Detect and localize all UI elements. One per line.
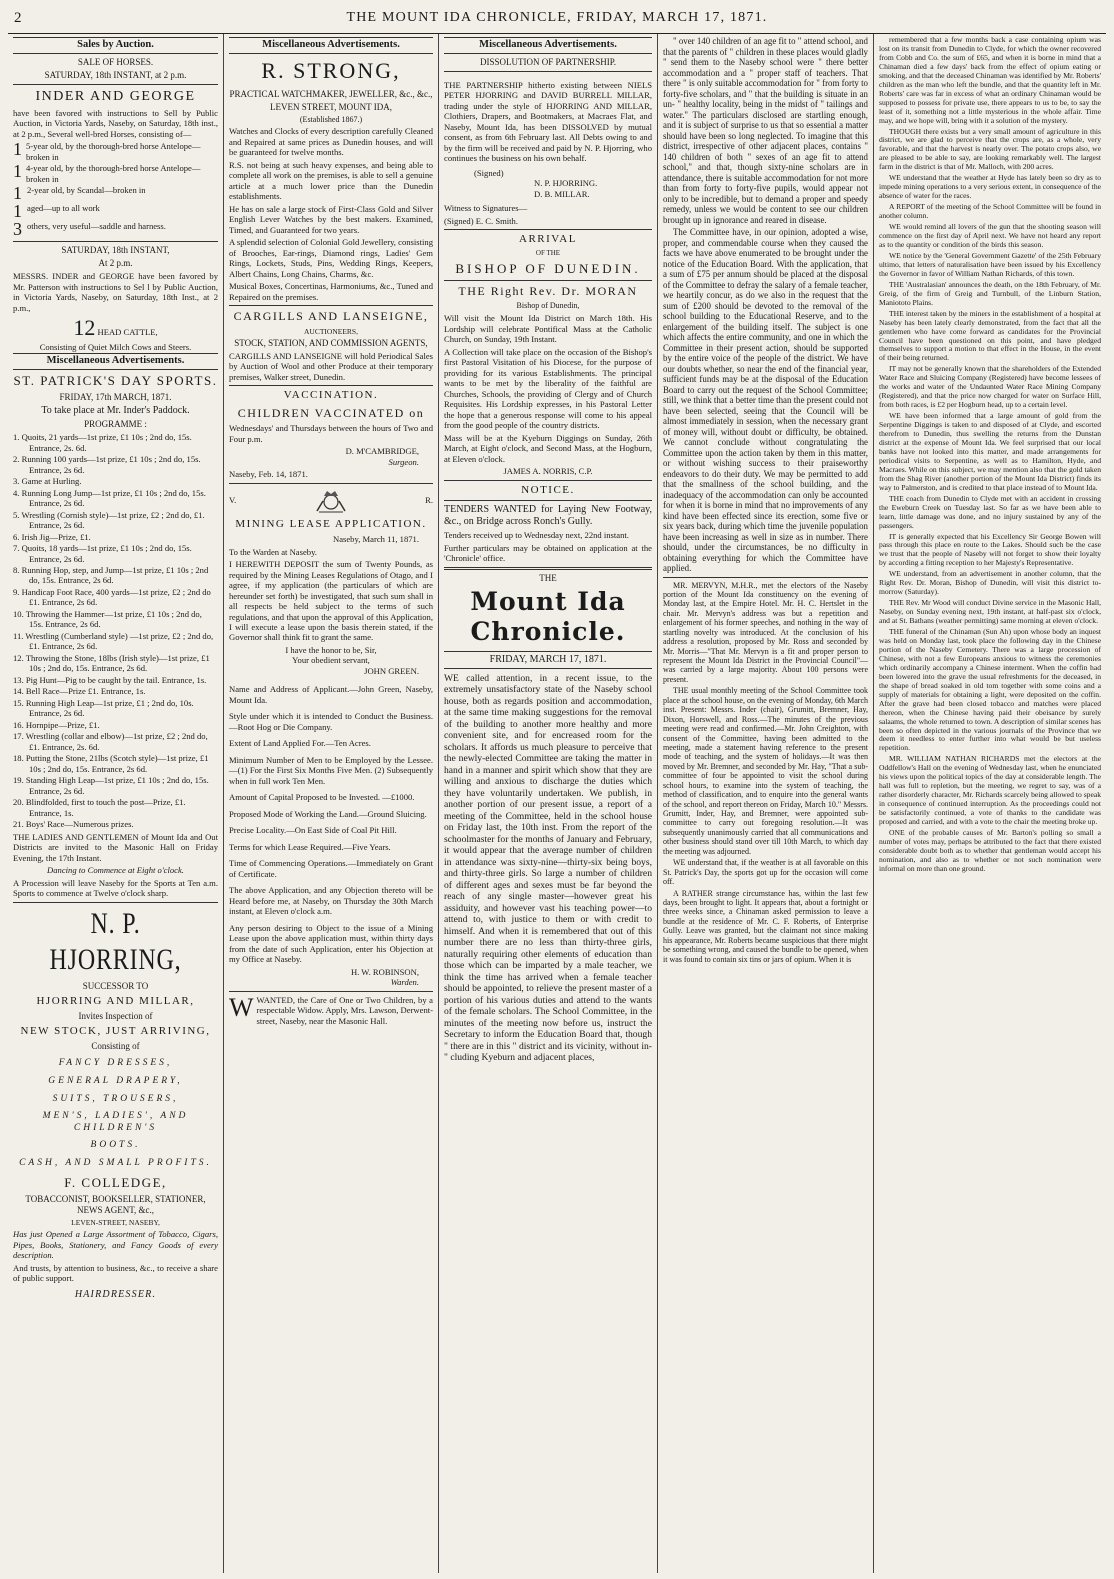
editorial: WE called attention, in a recent issue, to the extremely unsatisfactory state of the Naseby school house, both as regards position and accommodation, at the same time making suggestions for the removal of the building to another more healthy and more convenient site, and for encreased room for the scholars. It affords us much pleasure to perceive that the newly-elected Committee are taking the matter in hand in a manner and spirit which show that they are willing and anxious to discharge the duties which they have voluntarily undertaken. We publish, in another portion of our present issue, a report of a meeting of the Committee, held in the school house on Friday last, the 10th inst. From the report of the schoolmaster for the months of January and February, it would appear that the average number of children in attendance was sixty-nine—thirty-six being boys, and thirty-three girls. So large a number of children of different ages and sexes must be far beyond the reach of any single master—however great his assiduity, and however vast his teaching power—to attend to, with justice to them or with credit to himself. And when it is remembered that out of this number there are no less than thirty-three girls, naturally requiring other elements of education than those which can be imparted by a male teacher, we think the time has arrived when a female teacher should be appointed, to relieve the present master of a portion of his various duties and attend to the wants of the female scholars. The School Committee, in the minutes of the meeting now before us, instruct the Secretary to inform the Education Board that, though " there are in this " district and its vicinity, without in- " cluding Kyeburn and adjacent places, [444,672,652,1064]
ad-body: To the Warden at Naseby. [229,546,317,557]
ad-subtitle: Bishop of Dunedin, [516,301,580,311]
ad-heading: R. STRONG, [261,57,401,83]
ad-field: The above Application, and any Objection thereto will be Heard before me, at Naseby, on Thursday the 30th March instant, at Eleven o'clock a.m. [229,885,433,917]
ad-heading: NOTICE. [521,483,575,496]
ad-body: MESSRS. INDER and GEORGE have been favored by Mr. Patterson with instructions to Sel l by Public Auction, in Victoria Yards, Naseby, on Saturday, 18th Inst., at 2 p.m., [13,271,218,313]
list-item: 1 2-year old, by Scandal—broken in [13,183,146,204]
ad-subtitle: TOBACCONIST, BOOKSELLER, STATIONER, NEWS AGENT, &c., [25,1194,206,1216]
list-item: 1 aged—up to all work [13,201,100,222]
news-item: WE would remind all lovers of the gun that the shooting season will commence on the first day of April next. We have not heard any report as to the quantity or condition of the birds this season. [879,222,1101,249]
list-item: 9. Handicap Foot Race, 400 yards—1st prize, £2 ; 2nd do £1. Entrance, 2s 6d. [13,586,211,608]
programme-list [13,432,218,829]
news-item: THE interest taken by the miners in the establishment of a hospital at Naseby has been lately clearly demonstrated, from the fact that all the gentlemen who have come forward as candidates for the Provincial Council have been questioned on this point, and have pledged themselves to support a motion to that effect in the House, in the event of their being returned. [879,308,1101,363]
article-paragraph: The Committee have, in our opinion, adopted a wise, proper, and commendable course when they caused the facts we have above enumerated to be brought under the notice of the Education Board. With the application, that a sum of £75 per annum should be placed at the disposal of the Committee to defray the salary of a female teacher, we heartily concur, as do we also in the request that the sum of £200 should be devoted to the removal of the school building to the Educational Reserve, and to the enlargement of the building itself. The subject is one which affects the entire community, and one in which the Committee in their present action, should be supported by the entire voice of the people of the district. We have our doubts whether, so near the end of the financial year, sufficient funds may be at the disposal of the Education Board to carry out the request of the School Committee; still, we think that a better time than the present could not have been selected, seeing that the Council will be almost immediately in session, when the necessary grant of money will, without doubt or difficulty, be obtained. We cannot conclude without congratulating the Committee upon the action taken by them in this matter, or without wishing success to their praiseworthy endeavors to do their duty. We may be permitted to add that the smallness of the school building, and the inadequacy of the accommodation can only be accounted for when it is borne in mind that no improvements of any kind have been effected since its erection, some five or six years back, during which time the juvenile population have been increasing as well in size as in number. There should, under the circumstances, be no difficulty in obtaining everything for which the Committee have applied. [663,227,868,573]
ad-field: Time of Commencing Operations.—Immediately on Grant of Certificate. [229,858,433,879]
ad-body: Further particulars may be obtained on application at the 'Chronicle' office. [444,542,652,564]
ad-subtitle: STOCK, STATION, AND COMMISSION AGENTS, [234,337,428,348]
ad-field: Amount of Capital Proposed to be Invested. —£1000. [229,792,415,803]
ad-body: I HEREWITH DEPOSIT the sum of Twenty Pounds, as required by the Mining Leases Regulations of Otago, and I agree, if my application (the particulars of which are hereunder set forth) be investigated, that such sum shall in all respects be held subject to the terms of such regulations, and that upon the approval of this Application, I will execute a lease upon the basis therein stated, if the Governor shall think fit to grant the same. [229,559,433,643]
list-item: 7. Quoits, 18 yards—1st prize, £1 10s ; 2nd do, 15s. Entrance, 2s 6d. [13,543,192,564]
paper-nameplate: Mount Ida Chronicle. [470,586,626,647]
news-item: WE understand that, if the weather is at all favorable on this St. Patrick's Day, the sports got up for the occasion will come off. [663,858,868,887]
ad-field: Precise Locality.—On East Side of Coal Pit Hill. [229,825,397,836]
ad-body: He has on sale a large stock of First-Class Gold and Silver English Lever Watches by the best makers. Examined, Timed, and Guaranteed for two years. [229,203,433,235]
ad-line: CASH, AND SMALL PROFITS. [19,1157,212,1168]
news-item: WE understand, from an advertisement in another column, that the Right Rev. Dr. Moran, Bishop of Dunedin, will visit this district to-morrow (Saturday). [879,569,1101,597]
ad-subtitle: (Established 1867.) [299,114,363,124]
signature-role: Warden. [390,977,419,988]
ad-heading: VACCINATION. [283,389,379,402]
ad-field: Extent of Land Applied For.—Ten Acres. [229,738,371,749]
ad-heading: CHILDREN VACCINATED on [237,405,425,420]
list-item: 18. Putting the Stone, 21lbs (Scotch style)—1st prize, £1 10s ; 2nd do, 15s. Entrance, 2s 6d. [13,753,209,774]
column-3 [439,34,658,1573]
list-item: 5. Wrestling (Cornish style)—1st prize, £2 ; 2nd do, £1. Entrance, 2s 6d. [13,509,205,531]
news-item: MR. MERVYN, M.H.R., met the electors of the Naseby portion of the Mount Ida constituency on the evening of Monday last, at the Empire Hotel. Mr. H. C. Hertslet in the chair. Mr. Mervyn's address was but a repetition and enlargement of his former speeches, and nothing in the way of startling novelty was introduced. At the conclusion of his address a resolution, proposed by Mr. Ross and seconded by Mr. Morris—"That Mr. Mervyn is a fit and proper person to represent the Mount Ida District in the Provincial Council"—was carried by a large majority. About 100 persons were present. [663,580,868,684]
royal-crest-row: V. R. [229,487,433,515]
masthead [8,4,1106,34]
ad-body: Tenders received up to Wednesday next, 22nd instant. [444,530,629,541]
list-item: 3. Game at Hurling. [13,476,82,487]
list-item: 1 5-year old, by the thorough-bred horse Antelope—broken in [13,139,201,162]
ad-body: Has just Opened a Large Assortment of Tobacco, Cigars, Pipes, Books, Stationery, and Fancy Goods of every description. [13,1229,218,1261]
news-item: THE funeral of the Chinaman (Sun Ah) upon whose body an inquest was held on Monday last, took place the following day in the Chinese portion of the Naseby Cemetery. There was a large procession of Chinese, with not a few Europeans anxious to witness the ceremonies which ordinarily accompany a Chinese interment. When the coffin had been lowered into the grave the usual refreshments for the deceased, in the shape of bread soaked in old tom together with some coins and a supply of materials for obtaining a light, were deposited on the coffin. After the grave had been closed tobacco and matches were placed thereon, when the Chinese having paid their obeisance by surely salaams, the whole returned to town. A description of similar scenes has been so often depicted in the various journals of the Province that we deem it needless to enter further into what would be but useless repetition. [879,627,1101,753]
columns [8,34,1106,1573]
ad-subtitle: PROGRAMME : [84,419,147,430]
ad-note: Dancing to Commence at Eight o'clock. [47,865,184,876]
ad-body: And trusts, by attention to business, &c., to receive a share of public support. [13,1262,218,1284]
news-item: THE Rev. Mr Wood will conduct Divine service in the Masonic Hall, Naseby, on Sunday evening next, 19th instant, at half-past six o'clock, and at St. Bathans (weather permitting) same morning at eleven o'clock. [879,598,1101,626]
signature: JOHN GREEN. [364,665,419,676]
list-item: 3 others, very useful—saddle and harness. [13,219,166,240]
ad-heading: CARGILLS AND LANSEIGNE, [233,309,429,324]
ad-field: Name and Address of Applicant.—John Green, Naseby, Mount Ida. [229,684,433,705]
news-item: WE have been informed that a large amount of gold from the Serpentine Diggings is taken to and disposed of at Clyde, and escorted therefrom to Dunedin, thus swelling the returns from the Dunstan district at the expense of Mount Ida. We feel surprised that our local banks have not looked into this matter, and made arrangements for periodical visits to Serpentine, as well as to Hamilton, Hyde, and Macraes. While on this subject, we may mention also that the gold taken from the Shag River (another portion of the Mount Ida District) finds its way to Palmerston, and is credited to that place instead of to Mount Ida. [879,411,1101,492]
ad-line: SUITS, TROUSERS, [52,1093,179,1104]
ad-body: A Procession will leave Naseby for the Sports at Ten a.m. Sports to commence at Twelve o'clock sharp. [13,877,218,899]
news-item: ONE of the probable causes of Mr. Barton's polling so small a number of votes may, perhaps be attributed to the fact that there existed considerable doubt both as to whether that gentleman would accept his nomination, and also as to whether or not such nomination were informal on more than one ground. [879,828,1101,873]
news-item: WE notice by the 'General Government Gazette' of the 25th February ultimo, that letters of naturalisation have been issued by his Excellency the Governor in favor of William Nathan Richards, of this town. [879,250,1101,278]
ad-heading: THE Right Rev. Dr. MORAN [458,283,638,298]
paper-nameplate-the: THE [539,572,557,583]
masthead-title: THE MOUNT IDA CHRONICLE, FRIDAY, MARCH 17, 1871. [346,10,768,25]
list-item: 2. Running 100 yards—1st prize, £1 10s ; 2nd do, 15s. Entrance, 2s 6d. [13,454,201,475]
ad-line: BOOTS. [90,1140,141,1151]
ad-heading: DISSOLUTION OF PARTNERSHIP. [480,56,616,67]
ad-body: CARGILLS AND LANSEIGNE will hold Periodical Sales by Auction of Wool and other Produce at their temporary premises, Walker street, Dunedin. [229,350,433,382]
crest-icon [313,487,349,515]
news-item: A RATHER strange circumstance has, within the last few days, been brought to light. It appears that, about a fortnight or three weeks since, a Chinaman asked permission to leave a bundle at the residence of Mr. C. F. Roberts, of Enterprise Gully. Leave was granted, but the claimant not since making his appearance, Mr. Roberts became suspicious that there might be something wrong, and caused the bundle to be opened, when it was found to contain six tins or jars of opium. When it is [663,888,868,964]
ad-subtitle: OF THE [535,249,561,258]
section-heading: Miscellaneous Advertisements. [444,37,652,54]
column-4 [658,34,874,1573]
ad-heading: F. COLLEDGE, [64,1175,167,1191]
ad-body: A Collection will take place on the occasion of the Bishop's first Pastoral Visitation of his Diocese, for the purpose of providing for its various Establishments. The principal wants to be met by the liberality of the faithful are Churches, Schools, the providing of Clergy and of Church Requisites. His Lordship expresses, in his Pastoral Letter the hope that a generous response will come to his appeal from the good people of the country districts. [444,346,652,431]
ad-body: Consisting of Quiet Milch Cows and Steers. [39,341,192,352]
ad-date: SATURDAY, 18th INSTANT, at 2 p.m. [44,69,187,80]
news-item: THE usual monthly meeting of the School Committee took place at the school house, on the evening of Monday, 6th March inst. Present: Messrs. Inder (chair), Grumitt, Bremner, Hay, Dixon, Horswell, and Ross.—The minutes of the previous meeting were read and confirmed.—Mr. John Creighton, with consent of the Committee, having been admitted to the meeting, made a statement having reference to the present mode of teaching, and the system of holidays.—It was then moved by Mr. Bremner, and seconded by Mr. Hay, "That a sub-committee of four be appointed to visit the school during school hours, to examine into the system of teaching, the method of classification, and to enquire into the general wants of the school, and report thereon on Friday, March 10." Messrs. Grumitt, Inder, Hay, and Bremner, were appointed sub-committee to carry out foregoing resolution.—It was subsequently unanimously carried that all communications and other business should stand over till 10th March, to which day the meeting was adjourned. [663,686,868,856]
ad-body: Wednesdays' and Thursdays between the hours of Two and Four p.m. [229,423,433,444]
column-1 [8,34,224,1573]
ad-line: MEN'S, LADIES', AND CHILDREN'S [42,1111,189,1133]
list-item: 17. Wrestling (collar and elbow)—1st prize, £2 ; 2nd do, £1. Entrance, 2s. 6d. [13,731,208,752]
ad-field: Proposed Mode of Working the Land.—Ground Sluicing. [229,808,427,819]
ad-subtitle: PRACTICAL WATCHMAKER, JEWELLER, &c., &c., [229,88,433,99]
ad-body: WWANTED, the Care of One or Two Children, by a respectable Widow. Apply, Mrs. Lawson, Derwent-street, Naseby, near the Masonic Hall. [229,992,433,1026]
ad-body: Musical Boxes, Concertinas, Harmoniums, &c., Tuned and Repaired on the premises. [229,281,433,302]
ad-body: THE PARTNERSHIP hitherto existing between NIELS PETER HJORRING and DAVID BURRELL MILLAR, trading under the style of HJORRING AND MILLAR, Clothiers, Drapers, and Bootmakers, at Macraes Flat, and Naseby, Mount Ida, has been DISSOLVED by mutual consent, as from 6th February last. All Debts owing to and by the firm will be received and paid by N. P. Hjorring, who continues the business on his own behalf. [444,79,652,164]
list-item: 16. Hornpipe—Prize, £1. [13,719,100,730]
ad-subtitle: Consisting of [91,1041,140,1052]
ad-body: THE LADIES AND GENTLEMEN of Mount Ida and Out Districts are invited to the Masonic Hall on Friday Evening, the 17th Instant. [13,831,218,863]
list-item: 13. Pig Hunt—Pig to be caught by the tail. Entrance, 1s. [13,674,207,685]
ad-heading: ARRIVAL [519,233,577,246]
ad-body: R.S. not being at such heavy expenses, and being able to complete all work on the premises, is able to sell a genuine article at a much lower price than the Dunedin establishments. [229,159,433,202]
list-item: 8. Running Hop, step, and Jump—1st prize, £1 10s ; 2nd do, 15s. Entrance, 2s 6d. [13,564,209,586]
ad-subtitle: AUCTIONEERS, [304,326,358,336]
ad-date: Naseby, Feb. 14, 1871. [229,469,308,480]
signature-block: (Signed) N. P. HJORRING. D. B. MILLAR. [474,167,598,199]
ad-subtitle: HJORRING AND MILLAR, [36,994,195,1007]
list-item: 14. Bell Race—Prize £1. Entrance, 1s. [13,686,146,697]
signature: JAMES A. NORRIS, C.P. [503,466,593,477]
ad-field: Terms for which Lease Required.—Five Years. [229,841,391,852]
list-item: 4. Running Long Jump—1st prize, £1 10s ; 2nd do, 15s. Entrance, 2s 6d. [13,487,206,509]
signature: H. W. ROBINSON, [350,966,419,977]
ad-field: Style under which it is intended to Conduct the Business.—Root Hog or Die Company. [229,711,433,732]
ad-line: FANCY DRESSES, [58,1058,173,1069]
list-item: 11. Wrestling (Cumberland style) —1st prize, £2 ; 2nd do, £1. Entrance, 2s 6d. [13,630,214,652]
section-heading: Miscellaneous Advertisements. [229,37,433,54]
ad-body: Witness to Signatures— [444,203,528,214]
news-item: A REPORT of the meeting of the School Committee will be found in another column. [879,202,1101,221]
section-heading: Sales by Auction. [13,37,218,54]
ad-title: SALE OF HORSES. [77,56,154,67]
ad-body: A splendid selection of Colonial Gold Jewellery, consisting of Brooches, Ear-rings, Diamond rings, Ladies' Gem Rings, Lockets, Studs, Pins, Wedding Rings, Keepers, Albert Chains, Long Chains, Charms, &c. [229,237,433,279]
news-item: THE 'Australasian' announces the death, on the 18th February, of Mr. Greig, of the firm of Greig and Turnbull, of the Linburn Station, Maniototo Plains. [879,279,1101,307]
ad-subtitle: LEVEN-STREET, NASEBY, [71,1218,160,1228]
ad-body: Will visit the Mount Ida District on March 18th. His Lordship will celebrate Pontifical Mass at the Catholic Church, on Sunday, 19th Instant. [444,313,652,345]
ad-field: Minimum Number of Men to be Employed by the Lessee.—(1) For the First Six Months Five Men. (2) Subsequently when in full work Ten Men. [229,754,433,786]
list-item: 1 4-year old, by the thorough-bred horse Antelope—broken in [13,161,201,184]
ad-subtitle: SUCCESSOR TO [82,980,149,991]
ad-time: At 2 p.m. [98,258,133,269]
article-paragraph: " over 140 children of an age fit to " attend school, and that the parents of " children in these places would gladly " send them to the Naseby school were " there better accommodation and a " proper staff of teachers. That there " is only suitable accommodation for " from forty to forty-five scholars, and " that the building is situate in an un- " healthy locality, being in the midst of " tailings and water." The particulars disclosed are startling enough, and it is subject of surprise to us that so essential a matter should have been so long neglected. To imagine that this district, irrespective of other adjacent places, contains " 140 children of both " sexes of an age fit to attend school," and that, though sixty-nine scholars are in attendance, there is suitable accommodation for not more than from forty to forty-five pupils, would appear not only to be incredible, but to demand a proper and speedy remedy, unless we would be content to see our children brought up in ignorance and reared in disease. [663,36,868,225]
ad-body: I have the honor to be, Sir, [285,644,377,655]
ad-body: (Signed) E. C. Smith. [444,215,519,226]
ad-date: Naseby, March 11, 1871. [333,534,419,545]
ad-heading: BISHOP OF DUNEDIN. [455,261,641,276]
ad-line: GENERAL DRAPERY, [48,1076,183,1086]
ad-subtitle: LEVEN STREET, MOUNT IDA, [270,101,392,112]
news-item: IT may not be generally known that the shareholders of the Extended Water Race and Sluicing Company (Registered) have become lessees of the works and water of the Undaunted Water Race Mining Company (Registered), and that the price now charged for water on Surface Hill, from both races, is £2 per Hogburn head, up to a certain level. [879,364,1101,410]
news-item: IT is generally expected that his Excellency Sir George Bowen will pass through this place en route to the Lakes. Should such be the case we trust that the people of Naseby will not forget to show their loyalty by according a fitting reception to her Majesty's Representative. [879,531,1101,568]
list-item: 15. Running High Leap—1st prize, £1 ; 2nd do, 10s. Entrance, 2s 6d. [13,697,194,719]
ad-body: Watches and Clocks of every description carefully Cleaned and Repaired at same prices as Dunedin houses, and will be guaranteed for twelve months. [229,126,433,158]
signature: D. M'CAMBRIDGE, [345,446,419,457]
list-item: 21. Boys' Race—Numerous prizes. [13,819,134,830]
list-item: 1. Quoits, 21 yards—1st prize, £1 10s ; 2nd do, 15s. Entrance, 2s. 6d. [13,432,192,453]
column-5 [874,34,1106,1573]
list-item: 10. Throwing the Hammer—1st prize, £1 10s ; 2nd do, 15s. Entrance, 2s 6d. [13,608,202,630]
ad-heading: MINING LEASE APPLICATION. [235,517,427,530]
ad-subtitle: Invites Inspection of [78,1011,153,1022]
ad-body: have been favored with instructions to Sell by Public Auction, in Victoria Yards, Naseby, on Saturday, 18th inst., at 2 p.m., Several well-bred Horses, consisting of— [13,107,218,139]
news-item: THE coach from Dunedin to Clyde met with an accident in crossing the Eweburn Creek on Tuesday last. So far as we have been able to learn, little damage was done, and no injury sustained by any of the passengers. [879,493,1101,530]
ad-body: Your obedient servant, [292,655,370,666]
news-item: WE understand that the weather at Hyde has lately been so dry as to impede mining operations to a very serious extent, in consequence of the absence of water for the races. [879,173,1101,201]
section-heading: Miscellaneous Advertisements. [13,353,218,370]
paper-dateline: FRIDAY, MARCH 17, 1871. [444,651,652,669]
list-item: 6. Irish Jig—Prize, £1. [13,531,91,542]
horse-list [13,141,218,238]
page-number: 2 [14,10,22,26]
list-item: 20. Blindfolded, first to touch the post—Prize, £1. Entrance, 1s. [13,797,186,818]
ad-heading: ST. PATRICK'S DAY SPORTS. [13,373,218,389]
column-2 [224,34,439,1573]
ad-body: Mass will be at the Kyeburn Diggings on Sunday, 26th March, at Eight o'clock, and Second Mass, at the Hogburn, at Eleven o'clock. [444,432,652,464]
ad-heading: TENDERS WANTED for Laying New Footway, &c., on Bridge across Ronch's Gully. [444,503,652,528]
ad-heading: N. P. HJORRING, [49,906,182,977]
ad-subtitle: NEW STOCK, JUST ARRIVING, [20,1025,211,1038]
news-item: THOUGH there exists but a very small amount of agriculture in this district, we are glad to perceive that the crops are, as a whole, very favorable, and that the harvest is nearly over. The potato crops also, we are pleased to be able to say, are looking remarkably well. The largest farm in the district is that of Mr. Malloch, with 200 acres. [879,126,1101,172]
signature-role: Surgeon. [388,456,419,467]
list-item: 12. Throwing the Stone, 18lbs (Irish style)—1st prize, £1 10s ; 2nd do, 15s. Entrance, 2s 6d. [13,652,210,674]
ad-heading: INDER AND GEORGE [35,88,196,104]
ad-date: SATURDAY, 18th INSTANT, [61,245,170,256]
news-item: remembered that a few months back a case containing opium was lost on its transit from Dunedin to Clyde, for which the owner recovered from Cobb and Co. the sum of £65, and when it is borne in mind that a Chinaman died a few days' back from the effect of opium eating or smoking, and that the deceased Chinaman was identified by Mr. Roberts' children as the man who left the bundle, and that the quantity left in Mr. Roberts' care was far in excess of what an ordinary Chinaman would be supposed to possess for private use, there appears to us to be, to say the least of it, something not a little mysterious in the whole affair. Time may, and we hope will, bring with it a solution of the mystery. [879,35,1101,125]
cattle-line: 12 HEAD CATTLE, [73,315,158,341]
ad-heading: HAIRDRESSER. [74,1288,157,1300]
list-item: 19. Standing High Leap—1st prize, £1 10s ; 2nd do, 15s. Entrance, 2s 6d. [13,775,209,796]
ad-field: Any person desiring to Object to the issue of a Mining Lease upon the above application must, within thirty days from the date of such Application, enter his Objection at my Office at Naseby. [229,922,433,965]
news-item: MR. WILLIAM NATHAN RICHARDS met the electors at the Oddfellow's Hall on the evening of Wednesday last, when he enunciated his views upon the political topics of the day at considerable length. The hall was full to repletion, but the meeting, we regret to say, was of a rather disorderly character, Mr. Richards scarcely being allowed to speak in consequence of continued interruption. As the proceedings could not be satisfactorily continued, a vote of thanks to the candidate was proposed and carried, and with a vote to the chair the meeting broke up. [879,754,1101,827]
ad-date: FRIDAY, 17th MARCH, 1871. [59,392,172,403]
ad-subtitle: To take place at Mr. Inder's Paddock. [41,405,190,417]
